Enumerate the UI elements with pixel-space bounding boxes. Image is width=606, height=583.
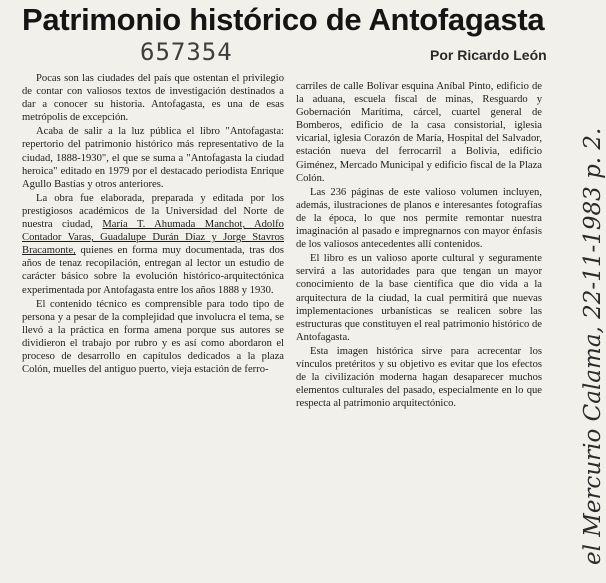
article-column-left: [22, 72, 284, 377]
paragraph: Esta imagen histórica sirve para acrecentar los vínculos pretéritos y su objetivo es evitar que los efectos de la civilización moderna hagan desaparecer muchos elementos culturales del pasado, especialmente en lo que respecta al patrimonio arquitectónico.: [296, 345, 542, 410]
authors-underlined: María T. Ahumada Manchot, Adolfo Contador Varas, Guadalupe Durán Díaz y Jorge Stavros Bracamonte,: [22, 219, 284, 257]
paragraph: carriles de calle Bolívar esquina Aníbal Pinto, edificio de la aduana, escuela fiscal de minas, Resguardo y Gobernación Marítima, cárcel, cuartel general de Bomberos, edificio de la casa consistorial, iglesia vicarial, iglesia Corazón de María, Hospital del Salvador, estación nueva del ferrocarril a Bolivia, edificio Giménez, Mercado Municipal y edificio fiscal de la Plaza Colón.: [296, 81, 542, 184]
paragraph: Pocas son las ciudades del país que ostentan el privilegio de contar con valiosos textos de investigación destinados a dar a conocer su historia. Antofagasta, es una de esas metrópolis de excepción.: [22, 73, 284, 124]
article-headline: Patrimonio histórico de Antofagasta: [22, 2, 545, 37]
paragraph: Acaba de salir a la luz pública el libro "Antofagasta: repertorio del patrimonio histórico más representativo de la ciudad, 1888-1930", el que se suma a "Antofagasta la ciudad heroica" editado en 1979 por el destacado periodista Enrique Agullo Bastías y otros anteriores.: [22, 126, 284, 190]
paragraph-text: quienes en forma muy documentada, tras dos años de tenaz recopilación, entregan al lector un estudio de carácter básico sobre la evolución histórico-arquitectónica experimentada por Antofagasta entre los años 1888 y 1930.: [22, 245, 284, 296]
paragraph-text: La obra fue elaborada, preparada y editada por los prestigiosos académicos de la Universidad del Norte de nuestra ciudad,: [22, 192, 284, 231]
paragraph: El contenido técnico es comprensible para todo tipo de persona y a pesar de la complejidad que involucra el tema, se llevó a la práctica en forma amena porque sus autores se dividieron el trabajo por rubro y es así como abordaron el proceso de desarrollo en capítulos dedicados a la plaza Colón, muelles del antiguo puerto, vieja estación de ferro-: [22, 298, 284, 376]
paragraph: Las 236 páginas de este valioso volumen incluyen, además, ilustraciones de planos e interesantes fotografías de la época, lo que nos permite remontar nuestra imaginación al pasado e impregnarnos con mayor énfasis de los valiosos antecedentes allí contenidos.: [296, 186, 542, 251]
article-column-right: [296, 80, 542, 411]
paragraph: [22, 192, 284, 297]
archive-stamp-number: 657354: [140, 38, 233, 66]
handwritten-source-note: el Mercurio Calama, 22-11-1983 p. 2.: [580, 127, 606, 565]
article-byline: Por Ricardo León: [430, 47, 547, 63]
paragraph: El libro es un valioso aporte cultural y seguramente servirá a las autoridades para que tengan un mayor conocimiento de la base científica que dio vida a la arquitectura de la ciudad, la cual permitirá que nuevas implementaciones urbanísticas se realicen sobre las estructuras que constituyen el real patrimonio histórico de Antofagasta.: [296, 253, 542, 343]
